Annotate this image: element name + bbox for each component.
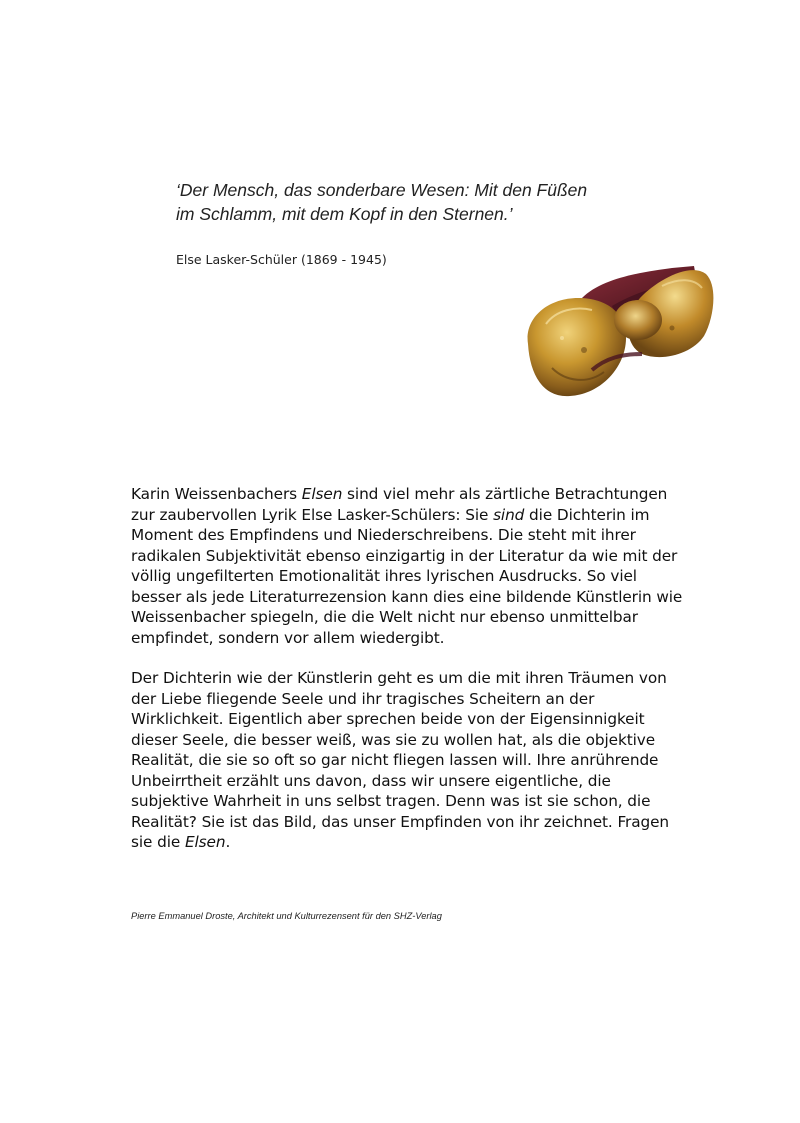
quote-line-1: ‘Der Mensch, das sonderbare Wesen: Mit den Füßen (176, 180, 588, 200)
author-signature: Pierre Emmanuel Droste, Architekt und Kulturrezensent für den SHZ-Verlag (131, 911, 442, 921)
paragraph-1: Karin Weissenbachers Elsen sind viel mehr als zärtliche Betrachtungen zur zaubervollen Lyrik Else Lasker-Schülers: Sie sind die Dichterin im Moment des Empfindens und Niederschreibens. Die steht mit ihrer radikalen Subjektivität ebenso einzigartig in der Literatur da wie mit der völlig ungefilterten Emotionalität ihres lyrischen Ausdrucks. So viel besser als jede Literaturrezension kann dies eine bildende Künstlerin wie Weissenbacher spiegeln, die die Welt nicht nur ebenso unmittelbar empfindet, sondern vor allem wiedergibt. (131, 485, 683, 647)
paragraph-2: Der Dichterin wie der Künstlerin geht es um die mit ihren Träumen von der Liebe fliegende Seele und ihr tragisches Scheitern an der Wirklichkeit. Eigentlich aber sprechen beide von der Eigensinnigkeit dieser Seele, die besser weiß, was sie zu wollen hat, als die objektive Realität, die sie so oft so gar nicht fliegen lassen will. Ihre anrührende Unbeirrtheit erzählt uns davon, dass wir unsere eigentliche, die subjektive Wahrheit in uns selbst tragen. Denn was ist sie schon, die Realität? Sie ist das Bild, das unser Empfinden von ihr zeichnet. Fragen sie die Elsen. (131, 669, 670, 851)
quote-line-2: im Schlamm, mit dem Kopf in den Sternen.’ (176, 204, 513, 224)
emphasis-sind: sind (493, 505, 525, 524)
quote-author: Else Lasker-Schüler (1869 - 1945) (176, 252, 387, 267)
article-body (131, 484, 691, 873)
golden-shoe-sculpture-image (522, 258, 718, 402)
emphasis-elsen-2: Elsen (184, 833, 226, 851)
quote-text (176, 178, 696, 226)
emphasis-elsen: Elsen (301, 485, 343, 503)
